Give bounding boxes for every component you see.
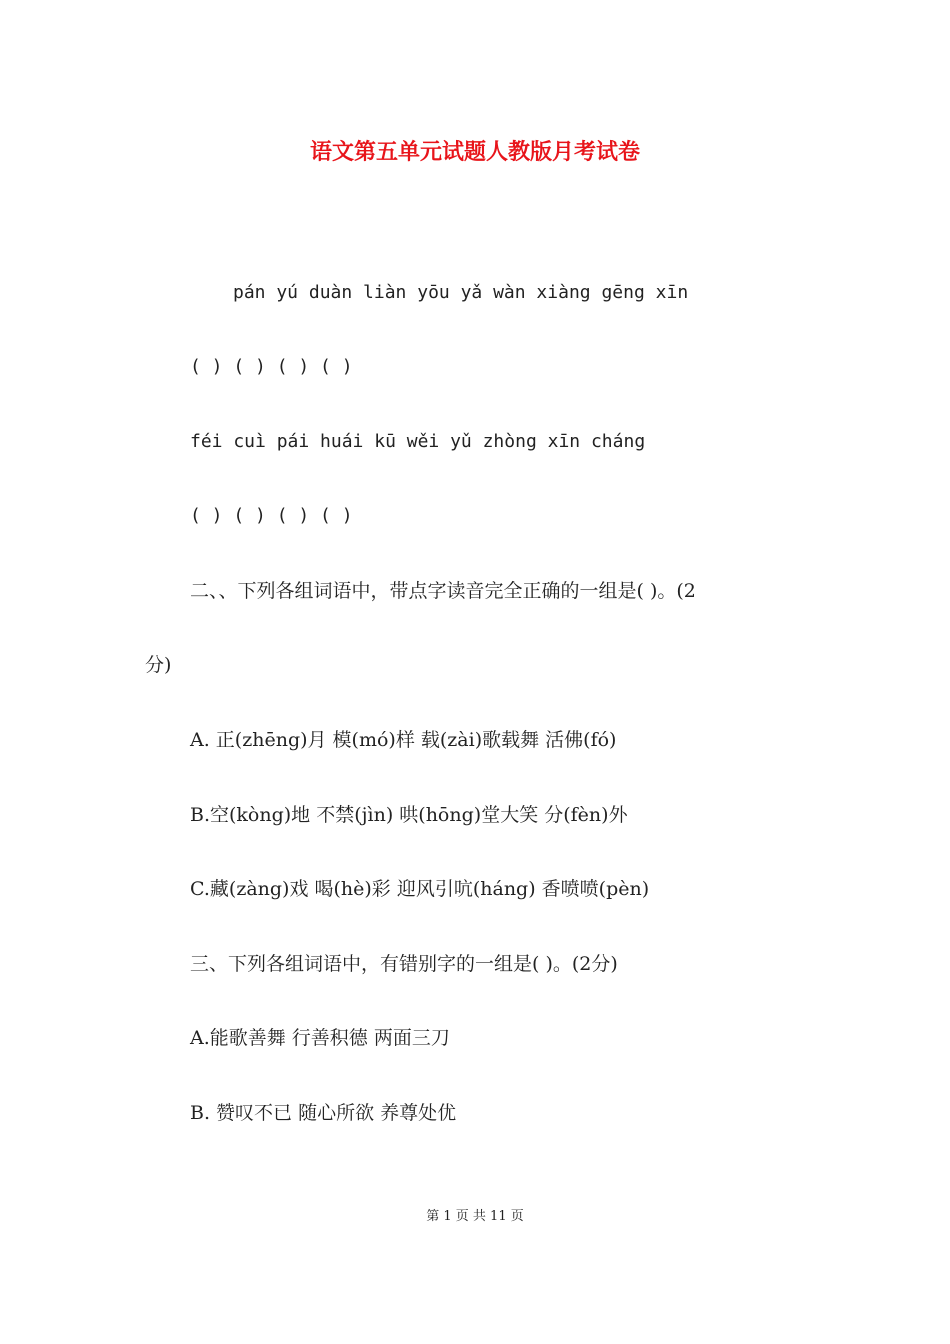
question-2-option-b: B.空(kòng)地 不禁(jìn) 哄(hōng)堂大笑 分(fèn)外 [190,804,628,826]
answer-blanks-1: ( ) ( ) ( ) ( ) [190,356,353,377]
page-number-footer: 第 1 页 共 11 页 [426,1209,524,1224]
pinyin-line-2: féi cuì pái huái kū wěi yǔ zhòng xīn cháng [190,431,646,452]
question-2-option-c: C.藏(zàng)戏 喝(hè)彩 迎风引吭(háng) 香喷喷(pèn) [190,878,650,900]
document-title: 语文第五单元试题人教版月考试卷 [309,140,640,165]
question-2-score: 分) [145,654,172,676]
question-3-option-a: A.能歌善舞 行善积德 两面三刀 [190,1027,450,1049]
pinyin-line-1: pán yú duàn liàn yōu yǎ wàn xiàng gēng xīn [233,282,689,303]
question-2-option-a: A. 正(zhēng)月 模(mó)样 载(zài)歌载舞 活佛(fó) [190,729,617,751]
question-3-text: 三、下列各组词语中，有错别字的一组是( )。(2分) [190,953,618,975]
question-2-text: 二、、下列各组词语中，带点字读音完全正确的一组是( )。(2 [190,580,696,602]
question-3-option-b: B. 赞叹不已 随心所欲 养尊处优 [190,1102,457,1124]
answer-blanks-2: ( ) ( ) ( ) ( ) [190,505,353,526]
